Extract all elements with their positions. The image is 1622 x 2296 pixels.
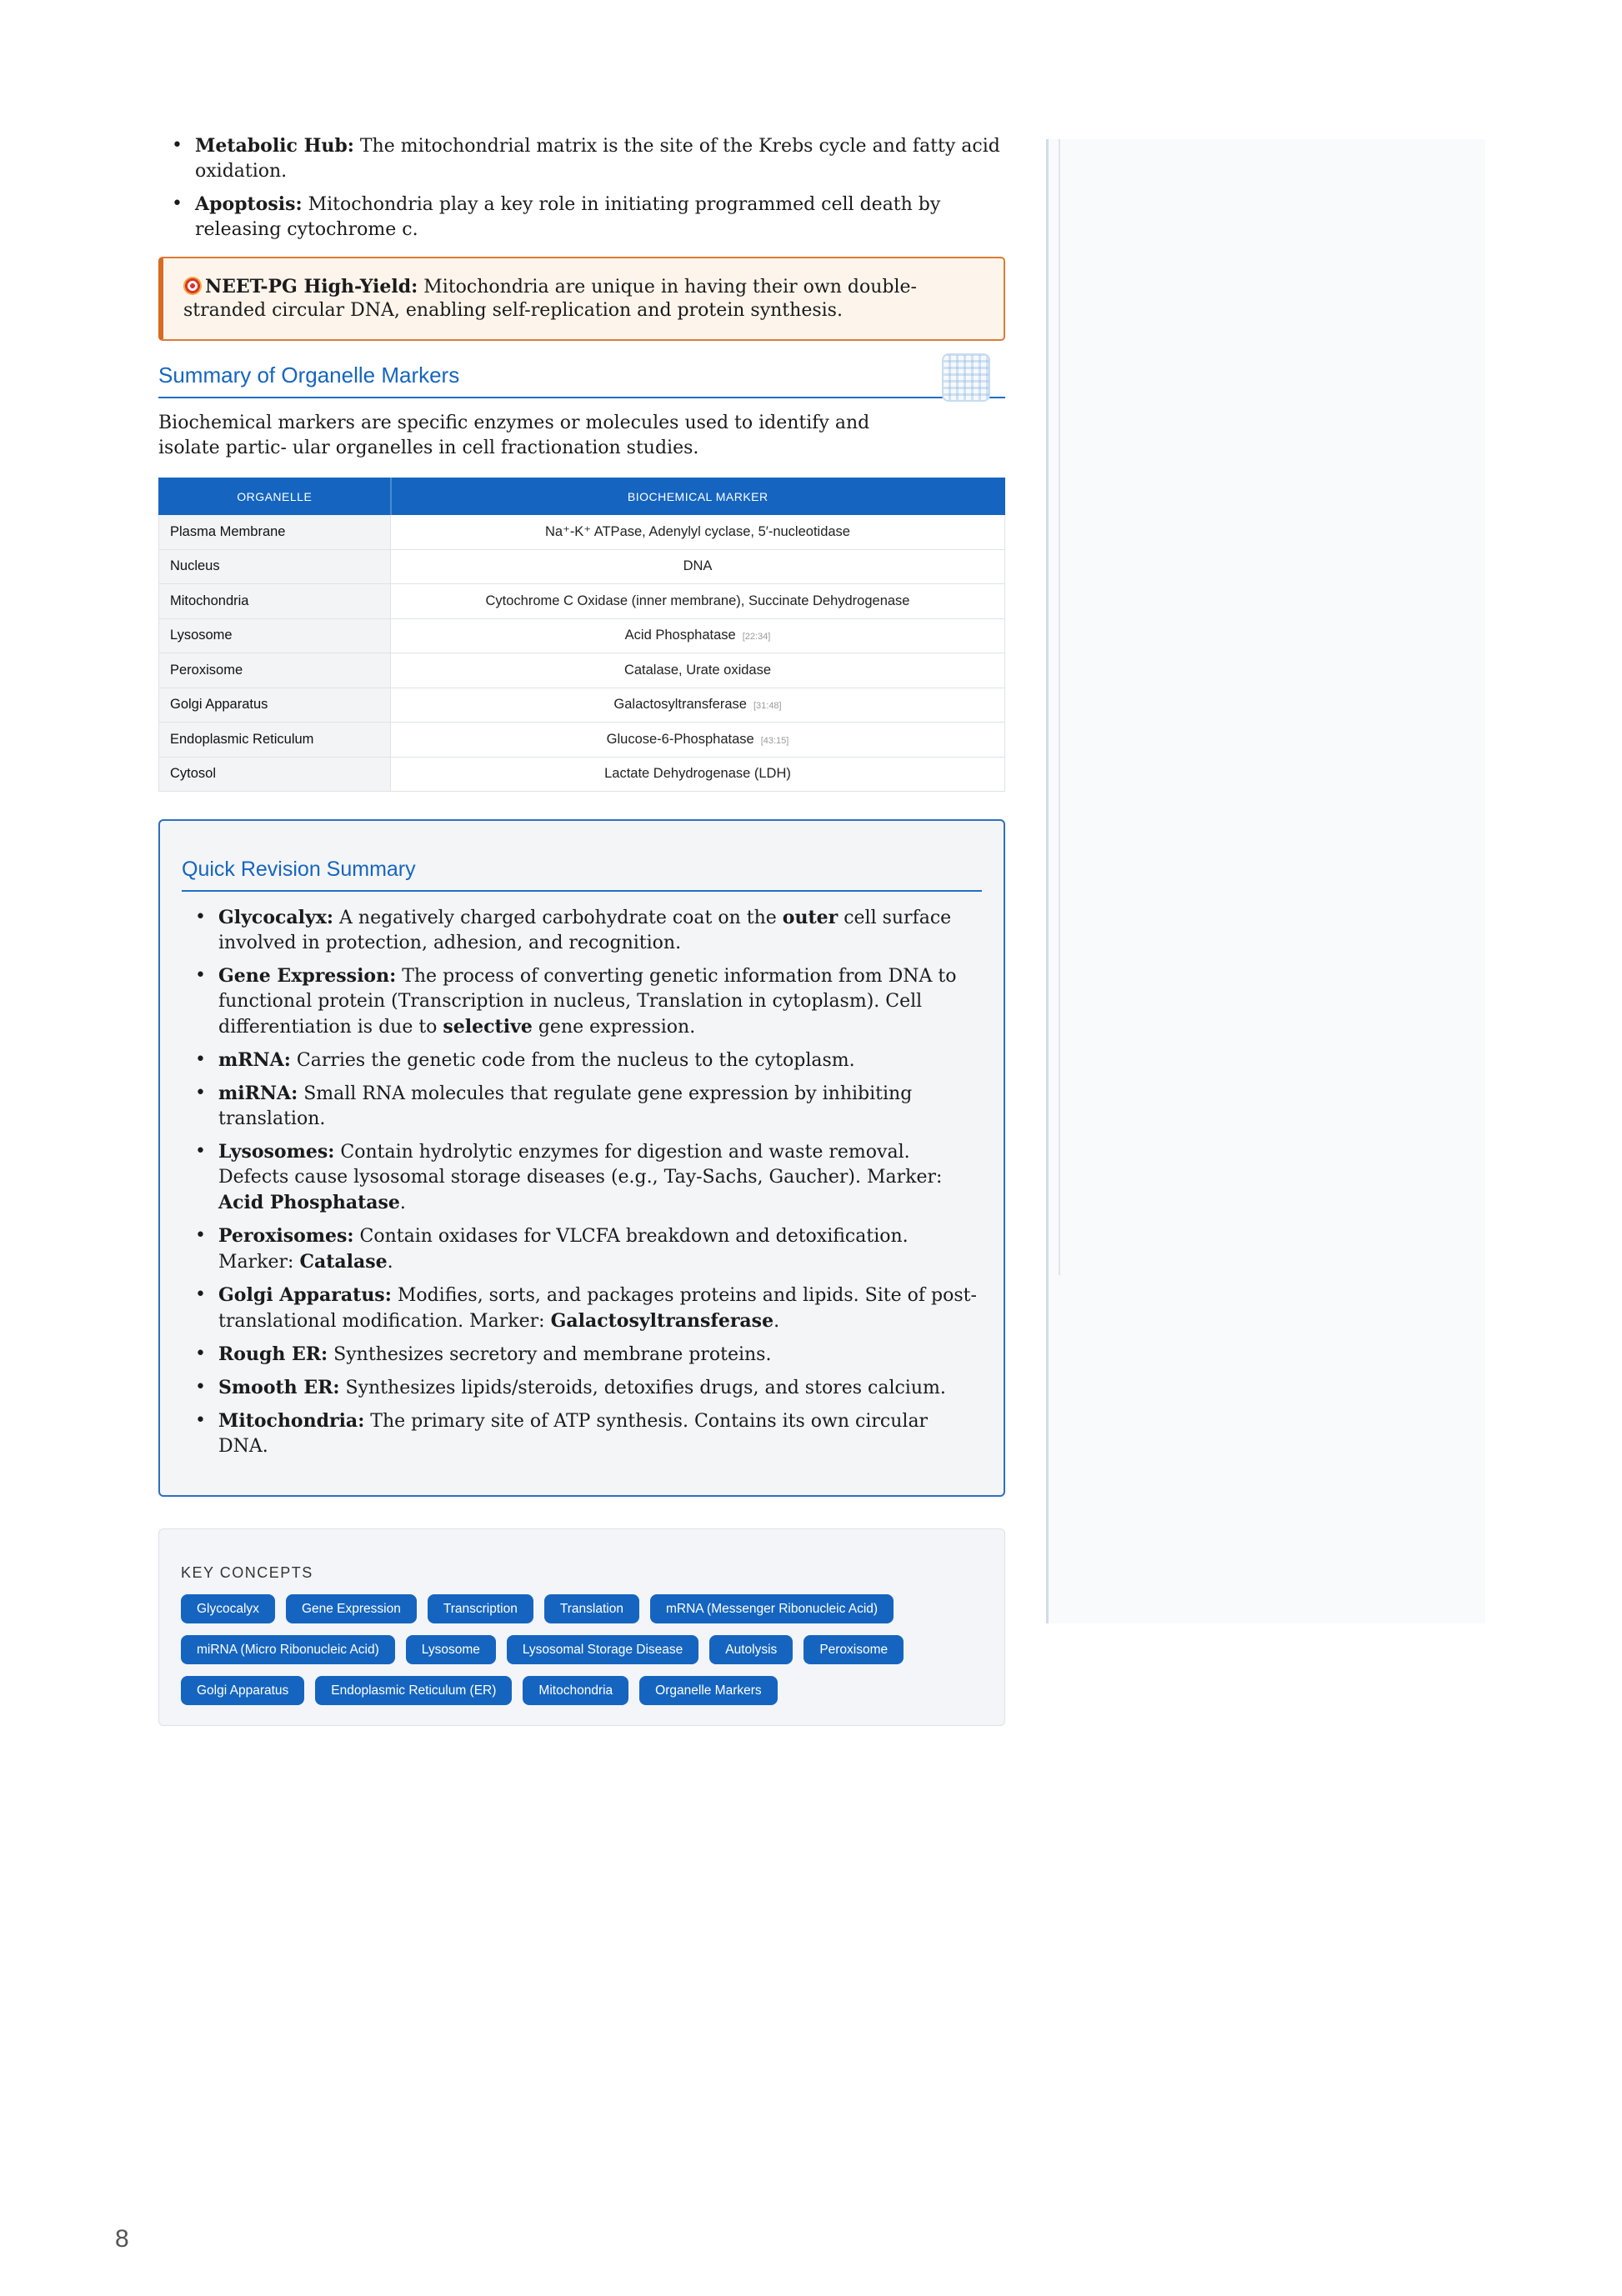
timestamp-ref: [43:15] xyxy=(760,735,789,746)
concept-tag[interactable]: Glycocalyx xyxy=(181,1594,275,1623)
key-concepts-title: KEY CONCEPTS xyxy=(181,1564,313,1581)
organelle-cell: Mitochondria xyxy=(159,584,391,619)
concept-tag[interactable]: miRNA (Micro Ribonucleic Acid) xyxy=(181,1635,395,1664)
concept-tag[interactable]: Autolysis xyxy=(709,1635,793,1664)
list-item: • Metabolic Hub: The mitochondrial matrix is the site of the Krebs cycle and fatty acid oxidation. xyxy=(195,133,1005,184)
marker-cell: Na⁺-K⁺ ATPase, Adenylyl cyclase, 5′-nucleotidase xyxy=(391,515,1005,550)
list-item: • Smooth ER: Synthesizes lipids/steroids, detoxifies drugs, and stores calcium. xyxy=(218,1375,982,1401)
timestamp-ref: [31:48] xyxy=(753,701,782,712)
table-row xyxy=(159,653,1005,688)
marker-cell: Galactosyltransferase [31:48] xyxy=(391,688,1005,723)
key-concepts-box xyxy=(158,1528,1005,1726)
list-item: • Lysosomes: Contain hydrolytic enzymes for digestion and waste removal. Defects cause lysosomal storage diseases (e.g., Tay-Sachs, Gaucher). Marker: Acid Phosphatase. xyxy=(218,1139,982,1216)
table-row xyxy=(159,757,1005,792)
organelle-cell: Lysosome xyxy=(159,618,391,653)
table-row xyxy=(159,688,1005,723)
callout-text: Mitochondria are unique in having their own double-stranded circular DNA, enabling self-replication and protein synthesis. xyxy=(183,277,917,321)
intro-bullet-list xyxy=(158,133,1005,243)
sidebar-rule xyxy=(1046,139,1049,1623)
high-yield-callout xyxy=(158,257,1005,341)
list-item: • Glycocalyx: A negatively charged carbohydrate coat on the outer cell surface involved in protection, adhesion, and recognition. xyxy=(218,905,982,956)
revision-list xyxy=(182,905,982,1459)
organelle-cell: Peroxisome xyxy=(159,653,391,688)
list-item: • Mitochondria: The primary site of ATP synthesis. Contains its own circular DNA. xyxy=(218,1408,982,1459)
concept-tag[interactable]: mRNA (Messenger Ribonucleic Acid) xyxy=(650,1594,894,1623)
marker-cell: Acid Phosphatase [22:34] xyxy=(391,618,1005,653)
marker-cell: Cytochrome C Oxidase (inner membrane), Succinate Dehydrogenase xyxy=(391,584,1005,619)
revision-title: Quick Revision Summary xyxy=(182,858,982,892)
table-row xyxy=(159,584,1005,619)
list-item: • Apoptosis: Mitochondria play a key role in initiating programmed cell death by releasing cytochrome c. xyxy=(195,192,1005,243)
organelle-markers-table xyxy=(158,478,1005,792)
list-item: • Gene Expression: The process of converting genetic information from DNA to functional protein (Transcription in nucleus, Translation in cytoplasm). Cell differentiation is due to selective gene expression. xyxy=(218,963,982,1040)
sidebar-rule-inner xyxy=(1059,139,1060,1275)
marker-cell: Lactate Dehydrogenase (LDH) xyxy=(391,757,1005,792)
table-row xyxy=(159,723,1005,758)
organelle-cell: Nucleus xyxy=(159,549,391,584)
concept-tag[interactable]: Organelle Markers xyxy=(639,1676,778,1705)
list-item: • mRNA: Carries the genetic code from the nucleus to the cytoplasm. xyxy=(218,1048,982,1073)
sidebar-panel xyxy=(1046,139,1485,1623)
qr-code-icon[interactable] xyxy=(942,353,990,402)
list-item: • Rough ER: Synthesizes secretory and membrane proteins. xyxy=(218,1342,982,1368)
table-row xyxy=(159,549,1005,584)
list-item: • Peroxisomes: Contain oxidases for VLCFA breakdown and detoxification. Marker: Catalase. xyxy=(218,1223,982,1275)
timestamp-ref: [22:34] xyxy=(742,632,771,643)
section-intro: Biochemical markers are specific enzymes or molecules used to identify and isolate partic- ular organelles in cell fractionation studies. xyxy=(158,413,870,458)
concept-tag[interactable]: Translation xyxy=(544,1594,639,1623)
concept-tag[interactable]: Peroxisome xyxy=(803,1635,904,1664)
organelle-cell: Endoplasmic Reticulum xyxy=(159,723,391,758)
quick-revision-box xyxy=(158,819,1005,1497)
table-row xyxy=(159,618,1005,653)
page-number: 8 xyxy=(115,2225,129,2253)
concept-tag[interactable]: Lysosome xyxy=(406,1635,496,1664)
table-row xyxy=(159,515,1005,550)
marker-cell: Catalase, Urate oxidase xyxy=(391,653,1005,688)
concept-tag[interactable]: Endoplasmic Reticulum (ER) xyxy=(315,1676,512,1705)
list-item: • Golgi Apparatus: Modifies, sorts, and packages proteins and lipids. Site of post-translational modification. Marker: Galactosyltransferase. xyxy=(218,1283,982,1334)
table-header-row xyxy=(159,478,1005,515)
organelle-cell: Cytosol xyxy=(159,757,391,792)
list-item: • miRNA: Small RNA molecules that regulate gene expression by inhibiting translation. xyxy=(218,1081,982,1132)
concept-tag[interactable]: Lysosomal Storage Disease xyxy=(507,1635,698,1664)
concept-tag[interactable]: Gene Expression xyxy=(286,1594,417,1623)
concept-tag-list xyxy=(181,1594,983,1705)
concept-tag[interactable]: Transcription xyxy=(428,1594,533,1623)
section-title: Summary of Organelle Markers xyxy=(158,363,1005,398)
column-header: BIOCHEMICAL MARKER xyxy=(391,478,1005,515)
concept-tag[interactable]: Golgi Apparatus xyxy=(181,1676,304,1705)
main-content xyxy=(158,133,1005,1726)
organelle-cell: Golgi Apparatus xyxy=(159,688,391,723)
marker-cell: DNA xyxy=(391,549,1005,584)
concept-tag[interactable]: Mitochondria xyxy=(523,1676,628,1705)
target-icon xyxy=(183,277,202,295)
marker-cell: Glucose-6-Phosphatase [43:15] xyxy=(391,723,1005,758)
callout-label: NEET-PG High-Yield: xyxy=(205,276,418,298)
organelle-cell: Plasma Membrane xyxy=(159,515,391,550)
column-header: ORGANELLE xyxy=(159,478,391,515)
